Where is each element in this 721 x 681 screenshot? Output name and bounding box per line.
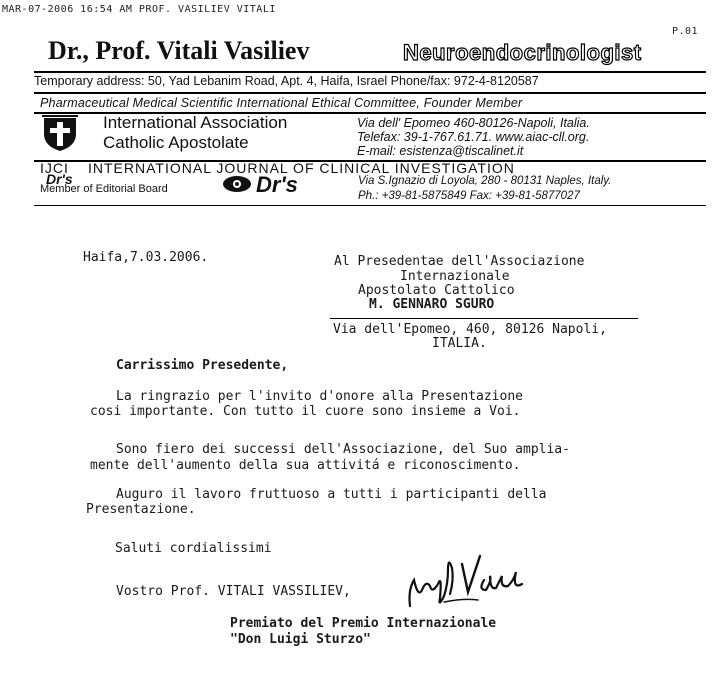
association-name-2: Catholic Apostolate [103,133,249,152]
address-underline [330,318,638,319]
eye-icon [222,175,252,193]
salutation: Carrissimo Presedente, [116,358,289,373]
award-line: Premiato del Premio Internazionale [230,616,497,631]
recipient-address: Via dell'Epomeo, 460, 80126 Napoli, [333,322,607,337]
closing: Saluti cordialissimi [115,541,272,556]
journal-abbr: IJCI [40,160,69,176]
drs-small-logo: Dr's [46,171,73,187]
journal-address: Via S.Ignazio di Loyola, 280 - 80131 Naples, Italy. [358,175,612,187]
association-telefax: Telefax: 39-1-767.61.71. www.aiac-cll.org. [357,130,590,144]
letterhead-name: Dr., Prof. Vitali Vasiliev [48,36,310,65]
paragraph-line: Presentazione. [86,502,196,517]
association-name: International Association [103,113,288,132]
divider [34,205,706,206]
drs-big-logo: Dr's [256,172,298,197]
letterhead-specialty: Neuroendocrinologist [403,40,642,65]
paragraph-line: mente dell'aumento della sua attivitá e riconoscimento. [90,458,521,473]
editorial-board: Member of Editorial Board [40,183,168,195]
award-line: "Don Luigi Sturzo" [230,632,371,647]
paragraph-line: Auguro il lavoro fruttuoso a tutti i participanti della [116,487,547,502]
shield-cross-icon [40,114,80,152]
journal-phone: Ph.: +39-81-5875849 Fax: +39-81-5877027 [358,190,580,202]
letter-date: Haifa,7.03.2006. [83,250,209,265]
recipient-line: Apostolato Cattolico [358,283,515,298]
recipient-line: Al Presedentae dell'Associazione [334,254,585,269]
paragraph-line: Sono fiero dei successi dell'Associazione, del Suo amplia- [116,442,570,457]
journal-name: INTERNATIONAL JOURNAL OF CLINICAL INVESTIGATION [88,160,515,176]
sign-line: Vostro Prof. VITALI VASSILIEV, [116,584,351,599]
fax-page-number: P.01 [672,26,699,37]
recipient-country: ITALIA. [432,336,487,351]
recipient-name: M. GENNARO SGURO [369,297,495,312]
handwritten-signature [404,550,526,612]
divider [34,71,706,73]
committee-line: Pharmaceutical Medical Scientific International Ethical Committee, Founder Member [40,96,523,110]
fax-header: MAR-07-2006 16:54 AM PROF. VASILIEV VITALI [2,4,276,15]
paragraph-line: cosi importante. Con tutto il cuore sono insieme a Voi. [90,404,521,419]
temporary-address: Temporary address: 50, Yad Lebanim Road, Apt. 4, Haifa, Israel Phone/fax: 972-4-8120587 [34,74,539,88]
recipient-line: Internazionale [400,269,510,284]
association-address: Via dell' Epomeo 460-80126-Napoli, Italia. [357,116,590,130]
paragraph-line: La ringrazio per l'invito d'onore alla Presentazione [116,389,523,404]
divider [34,92,706,94]
association-email: E-mail: esistenza@tiscalinet.it [357,144,524,158]
